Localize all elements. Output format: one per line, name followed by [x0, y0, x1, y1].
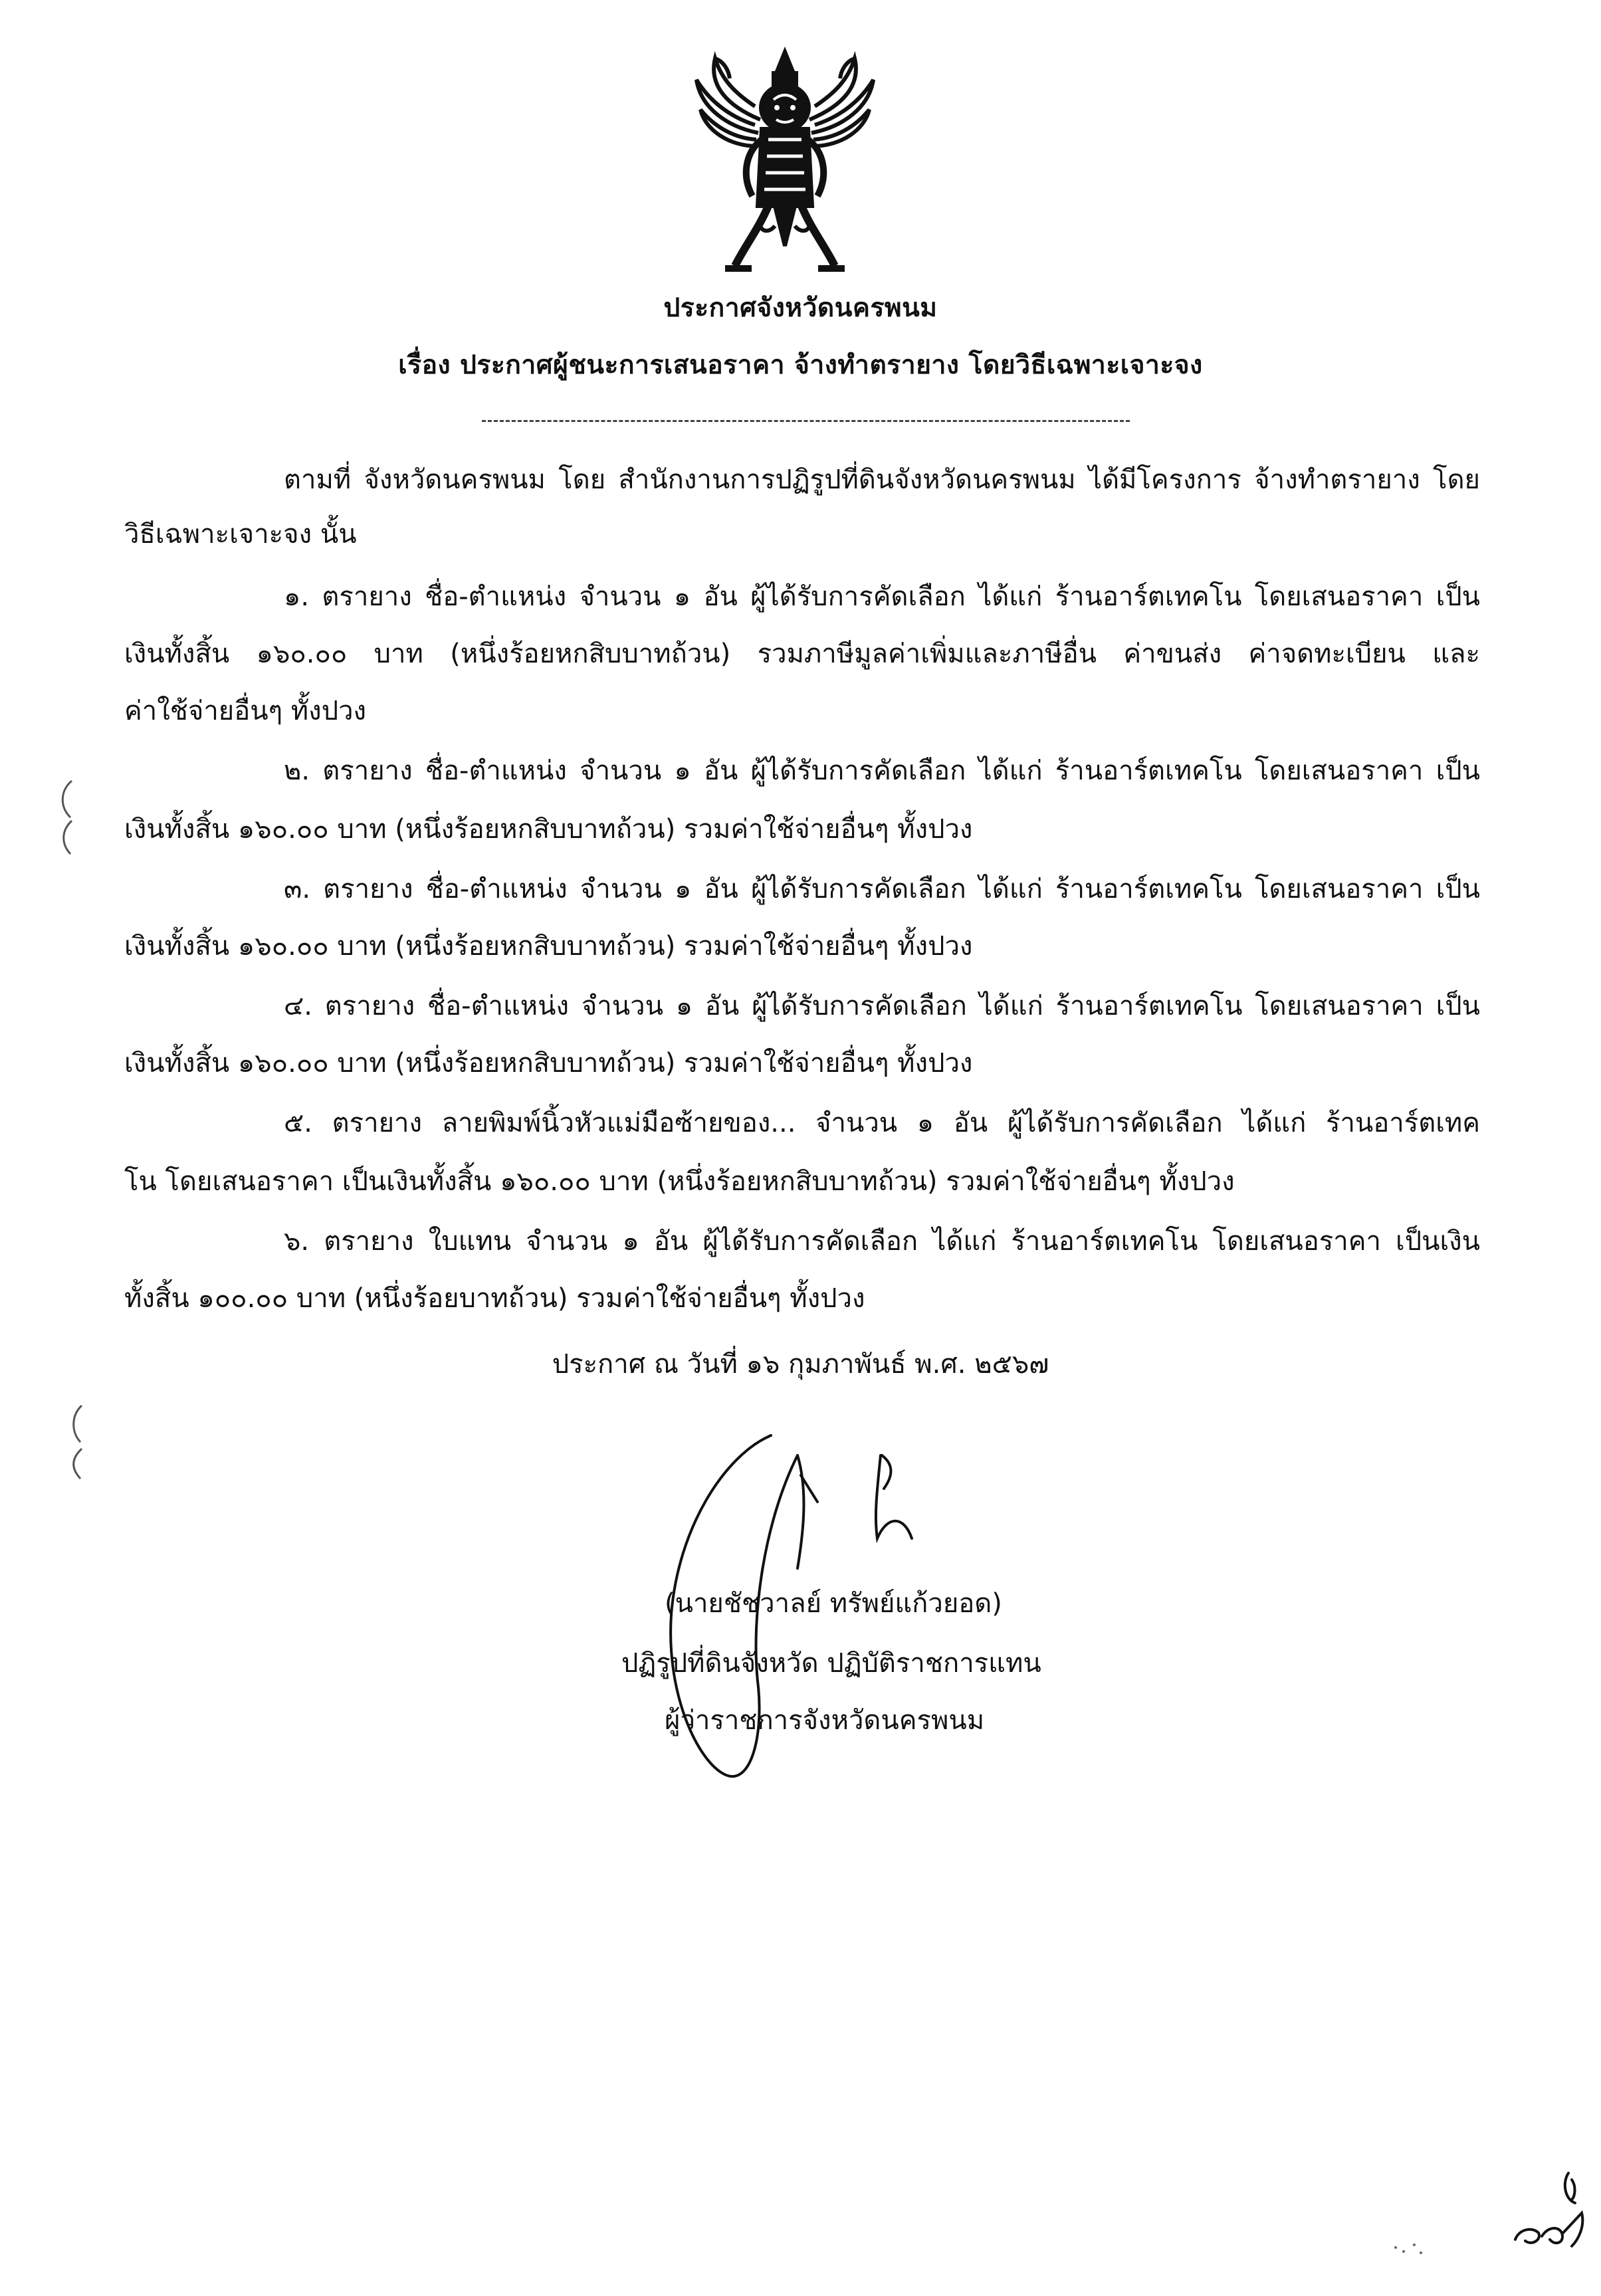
signatory-office: ผู้ว่าราชการจังหวัดนครพนม — [665, 1705, 985, 1736]
garuda-emblem-icon — [689, 47, 881, 286]
announcement-date: ประกาศ ณ วันที่ ๑๖ กุมภาพันธ์ พ.ศ. ๒๕๖๗ — [552, 1349, 1049, 1380]
item-1-line-2: เงินทั้งสิ้น ๑๖๐.๐๐ บาท (หนึ่งร้อยหกสิบบาทถ้วน) รวมภาษีมูลค่าเพิ่มและภาษีอื่น ค่าขนส่ง ค่าจดทะเบียน และ — [124, 639, 1480, 669]
item-3-line-1: ๓. ตรายาง ชื่อ-ตำแหน่ง จำนวน ๑ อัน ผู้ได้รับการคัดเลือก ได้แก่ ร้านอาร์ตเทคโน โดยเสนอราคา เป็น — [284, 874, 1480, 904]
item-4-line-2: เงินทั้งสิ้น ๑๖๐.๐๐ บาท (หนึ่งร้อยหกสิบบาทถ้วน) รวมค่าใช้จ่ายอื่นๆ ทั้งปวง — [124, 1048, 973, 1079]
item-6-line-2: ทั้งสิ้น ๑๐๐.๐๐ บาท (หนึ่งร้อยบาทถ้วน) รวมค่าใช้จ่ายอื่นๆ ทั้งปวง — [124, 1283, 865, 1314]
document-title: ประกาศจังหวัดนครพนม — [663, 293, 938, 323]
handwritten-page-number-icon — [1509, 2166, 1595, 2259]
margin-mark-icon — [63, 1402, 90, 1482]
margin-mark-icon — [53, 778, 80, 857]
signatory-position: ปฏิรูปที่ดินจังหวัด ปฏิบัติราชการแทน — [621, 1648, 1041, 1679]
item-4-line-1: ๔. ตรายาง ชื่อ-ตำแหน่ง จำนวน ๑ อัน ผู้ได้รับการคัดเลือก ได้แก่ ร้านอาร์ตเทคโน โดยเสนอราคา เป็น — [284, 991, 1480, 1021]
item-1-line-1: ๑. ตรายาง ชื่อ-ตำแหน่ง จำนวน ๑ อัน ผู้ได้รับการคัดเลือก ได้แก่ ร้านอาร์ตเทคโน โดยเสนอราคา เป็น — [284, 581, 1480, 612]
document-subject: เรื่อง ประกาศผู้ชนะการเสนอราคา จ้างทำตรายาง โดยวิธีเฉพาะเจาะจง — [398, 350, 1203, 380]
scan-speck — [1389, 2240, 1429, 2259]
intro-line-1: ตามที่ จังหวัดนครพนม โดย สำนักงานการปฏิรูปที่ดินจังหวัดนครพนม ได้มีโครงการ จ้างทำตรายาง โดย — [284, 465, 1480, 495]
item-3-line-2: เงินทั้งสิ้น ๑๖๐.๐๐ บาท (หนึ่งร้อยหกสิบบาทถ้วน) รวมค่าใช้จ่ายอื่นๆ ทั้งปวง — [124, 931, 973, 962]
divider-line — [482, 420, 1130, 422]
item-1-line-3: ค่าใช้จ่ายอื่นๆ ทั้งปวง — [124, 696, 367, 726]
item-2-line-2: เงินทั้งสิ้น ๑๖๐.๐๐ บาท (หนึ่งร้อยหกสิบบาทถ้วน) รวมค่าใช้จ่ายอื่นๆ ทั้งปวง — [124, 814, 973, 845]
item-6-line-1: ๖. ตรายาง ใบแทน จำนวน ๑ อัน ผู้ได้รับการคัดเลือก ได้แก่ ร้านอาร์ตเทคโน โดยเสนอราคา เป็นเงิน — [284, 1226, 1480, 1257]
intro-line-2: วิธีเฉพาะเจาะจง นั้น — [124, 519, 357, 550]
signatory-name: (นายชัชวาลย์ ทรัพย์แก้วยอด) — [665, 1588, 1002, 1619]
item-5-line-2: โน โดยเสนอราคา เป็นเงินทั้งสิ้น ๑๖๐.๐๐ บาท (หนึ่งร้อยหกสิบบาทถ้วน) รวมค่าใช้จ่ายอื่นๆ ทั้งปวง — [124, 1166, 1235, 1197]
item-2-line-1: ๒. ตรายาง ชื่อ-ตำแหน่ง จำนวน ๑ อัน ผู้ได้รับการคัดเลือก ได้แก่ ร้านอาร์ตเทคโน โดยเสนอราคา เป็น — [284, 756, 1480, 786]
item-5-line-1: ๕. ตรายาง ลายพิมพ์นิ้วหัวแม่มือซ้ายของ... จำนวน ๑ อัน ผู้ได้รับการคัดเลือก ได้แก่ ร้านอาร์ตเทค — [284, 1108, 1480, 1138]
